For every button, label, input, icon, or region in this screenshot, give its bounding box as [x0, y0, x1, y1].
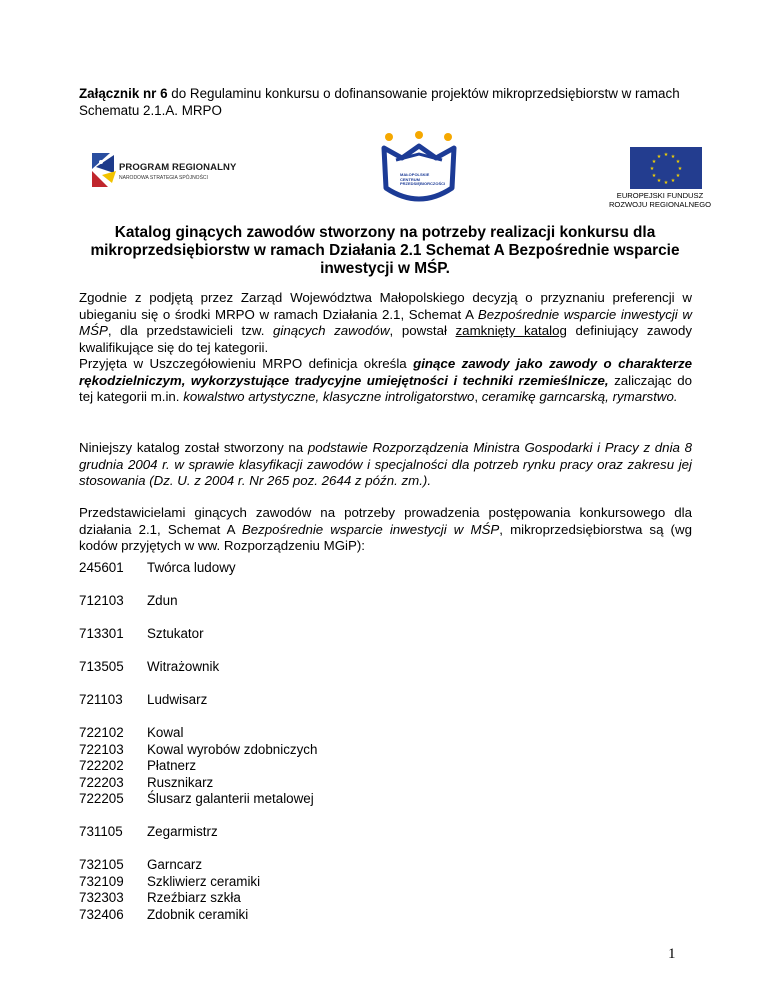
occupation-name: Kowal: [147, 725, 184, 740]
occupation-code: 722202: [79, 758, 124, 773]
occupation-name: Zdobnik ceramiki: [147, 906, 249, 922]
occupation-code: 732303: [79, 890, 124, 905]
text-span: Bezpośrednie wsparcie inwestycji w MŚP: [79, 306, 692, 338]
list-item: [79, 692, 479, 709]
occupation-code: 245601: [79, 560, 124, 575]
svg-text:★: ★: [675, 159, 681, 165]
attachment-header: [79, 85, 709, 119]
list-item: [79, 626, 479, 643]
svg-text:★: ★: [675, 173, 681, 179]
text-span: podstawie Rozporządzenia Ministra Gospodarki i Pracy z dnia 8 grudnia 2004 r. w sprawie klasyfikacji zawodów i specjalności dla potrzeb rynku pracy oraz zakresu jej stosowania (Dz. U. z 2004 r. Nr 265 poz. 2644 z późn. zm.).: [79, 440, 692, 488]
occupation-code: 732406: [79, 906, 124, 922]
list-item: [79, 907, 479, 924]
paragraph-definition: [79, 356, 692, 406]
svg-text:★: ★: [651, 173, 657, 179]
occupation-group: [79, 857, 479, 923]
eu-caption-line2: ROZWOJU REGIONALNEGO: [608, 200, 712, 209]
occupation-code: 713301: [79, 626, 124, 641]
text-span: Przedstawicielami ginących zawodów na potrzeby prowadzenia postępowania konkursowego dla działania 2.1, Schemat A: [79, 505, 692, 537]
occupation-code: 731105: [79, 824, 123, 839]
list-item: [79, 758, 479, 775]
list-item: [79, 890, 479, 907]
occupation-name: Twórca ludowy: [147, 560, 236, 575]
text-span: ceramikę garncarską, rymarstwo.: [481, 389, 678, 404]
occupation-code: 722205: [79, 791, 124, 806]
svg-text:★: ★: [670, 154, 676, 160]
svg-text:★: ★: [656, 154, 662, 160]
occupation-name: Witrażownik: [147, 659, 220, 674]
svg-text:★: ★: [656, 178, 662, 184]
occupation-name: Płatnerz: [147, 758, 197, 773]
text-span: ginących zawodów: [273, 323, 390, 338]
attachment-description: do Regulaminu konkursu o dofinansowanie projektów mikroprzedsiębiorstw w ramach Schematu 2.1.A. MRPO: [79, 86, 680, 118]
list-item: [79, 593, 479, 610]
occupation-group: [79, 659, 479, 676]
list-item: [79, 791, 479, 808]
text-span: Przyjęta w Uszczegółowieniu MRPO definicja określa: [79, 356, 414, 371]
occupation-group: [79, 725, 479, 808]
text-span: Niniejszy katalog został stworzony na: [79, 440, 308, 455]
paragraph-decision: [79, 290, 692, 356]
occupation-code: 722102: [79, 725, 124, 740]
text-span: , powstał: [389, 323, 456, 338]
mcp-logo: [374, 130, 464, 205]
document-title: Katalog ginących zawodów stworzony na potrzeby realizacji konkursu dla mikroprzedsiębiorstw w ramach Działania 2.1 Schemat A Bezpośrednie wsparcie inwestycji w MŚP.: [90, 224, 680, 277]
occupation-group: [79, 692, 479, 709]
program-regionalny-emblem-icon: [92, 153, 118, 187]
occupation-name: Sztukator: [147, 626, 204, 641]
svg-text:★: ★: [663, 152, 669, 158]
paragraph-legal-basis: [79, 440, 692, 490]
text-span: , mikroprzedsiębiorstwa są (wg kodów przyjętych w ww. Rozporządzeniu MGiP):: [79, 521, 692, 553]
text-span: Bezpośrednie wsparcie inwestycji w MŚP: [241, 521, 500, 537]
eu-flag-icon: [630, 147, 702, 189]
list-item: [79, 742, 479, 759]
occupation-name: Ludwisarz: [147, 692, 208, 707]
list-item: [79, 824, 479, 841]
text-span: definiujący zawody kwalifikujące się do tej kategorii.: [79, 323, 692, 355]
svg-text:★: ★: [649, 166, 655, 172]
text-span: kowalstwo artystyczne, klasyczne introligatorstwo: [183, 389, 475, 404]
occupation-group: [79, 824, 479, 841]
occupation-group: [79, 560, 479, 577]
occupation-code: 732105: [79, 857, 124, 872]
program-regionalny-logo: [92, 150, 242, 190]
svg-text:★: ★: [651, 159, 657, 165]
eu-fund-caption: [590, 191, 730, 209]
text-span: zaliczając do tej kategorii m.in.: [79, 372, 692, 404]
program-regionalny-subtitle: NARODOWA STRATEGIA SPÓJNOŚCI: [119, 175, 208, 181]
list-item: [79, 874, 479, 891]
text-span: ,: [474, 389, 482, 404]
occupation-name: Zegarmistrz: [147, 824, 218, 839]
eu-caption-line1: EUROPEJSKI FUNDUSZ: [616, 191, 704, 200]
list-item: [79, 659, 479, 676]
occupation-code: 732109: [79, 873, 124, 889]
list-item: [79, 775, 479, 792]
program-regionalny-title: PROGRAM REGIONALNY: [119, 162, 237, 173]
list-item: [79, 725, 479, 742]
occupation-code: 722203: [79, 774, 124, 790]
occupation-code: 713505: [79, 659, 124, 674]
occupation-name: Garncarz: [147, 857, 203, 872]
occupation-name: Zdun: [147, 593, 178, 608]
occupation-code: 721103: [79, 692, 123, 707]
occupation-name: Kowal wyrobów zdobniczych: [147, 741, 318, 757]
mcp-emblem-icon: [374, 130, 464, 205]
list-item: [79, 560, 479, 577]
text-span: Zgodnie z podjętą przez Zarząd Województwa Małopolskiego decyzją o przyznaniu preferencji w ubieganiu się o środki MRPO w ramach Działania 2.1, Schemat A: [79, 290, 692, 322]
occupation-group: [79, 593, 479, 610]
svg-text:★: ★: [670, 178, 676, 184]
svg-text:★: ★: [677, 166, 683, 172]
svg-text:★: ★: [663, 180, 669, 186]
occupation-name: Ślusarz galanterii metalowej: [147, 791, 314, 806]
occupation-name: Szkliwierz ceramiki: [147, 873, 261, 889]
text-span: , dla przedstawicieli tzw.: [107, 323, 274, 338]
occupation-code: 722103: [79, 741, 124, 757]
page-number: 1: [668, 946, 676, 962]
definition-emphasis: ginące zawody jako zawody o charakterze rękodzielniczym, wykorzystujące tradycyjne umiejętności i techniki rzemieślnicze,: [79, 356, 692, 388]
occupation-code: 712103: [79, 593, 124, 608]
list-item: [79, 857, 479, 874]
occupation-name: Rzeźbiarz szkła: [147, 890, 241, 905]
attachment-number: Załącznik nr 6: [79, 86, 168, 101]
occupation-name: Rusznikarz: [147, 774, 214, 790]
paragraph-representatives: [79, 505, 692, 555]
mcp-logo-text: MAŁOPOLSKIE CENTRUM PRZEDSIĘBIORCZOŚCI: [400, 172, 446, 186]
underlined-text: zamknięty katalog: [455, 323, 567, 338]
occupation-group: [79, 626, 479, 643]
